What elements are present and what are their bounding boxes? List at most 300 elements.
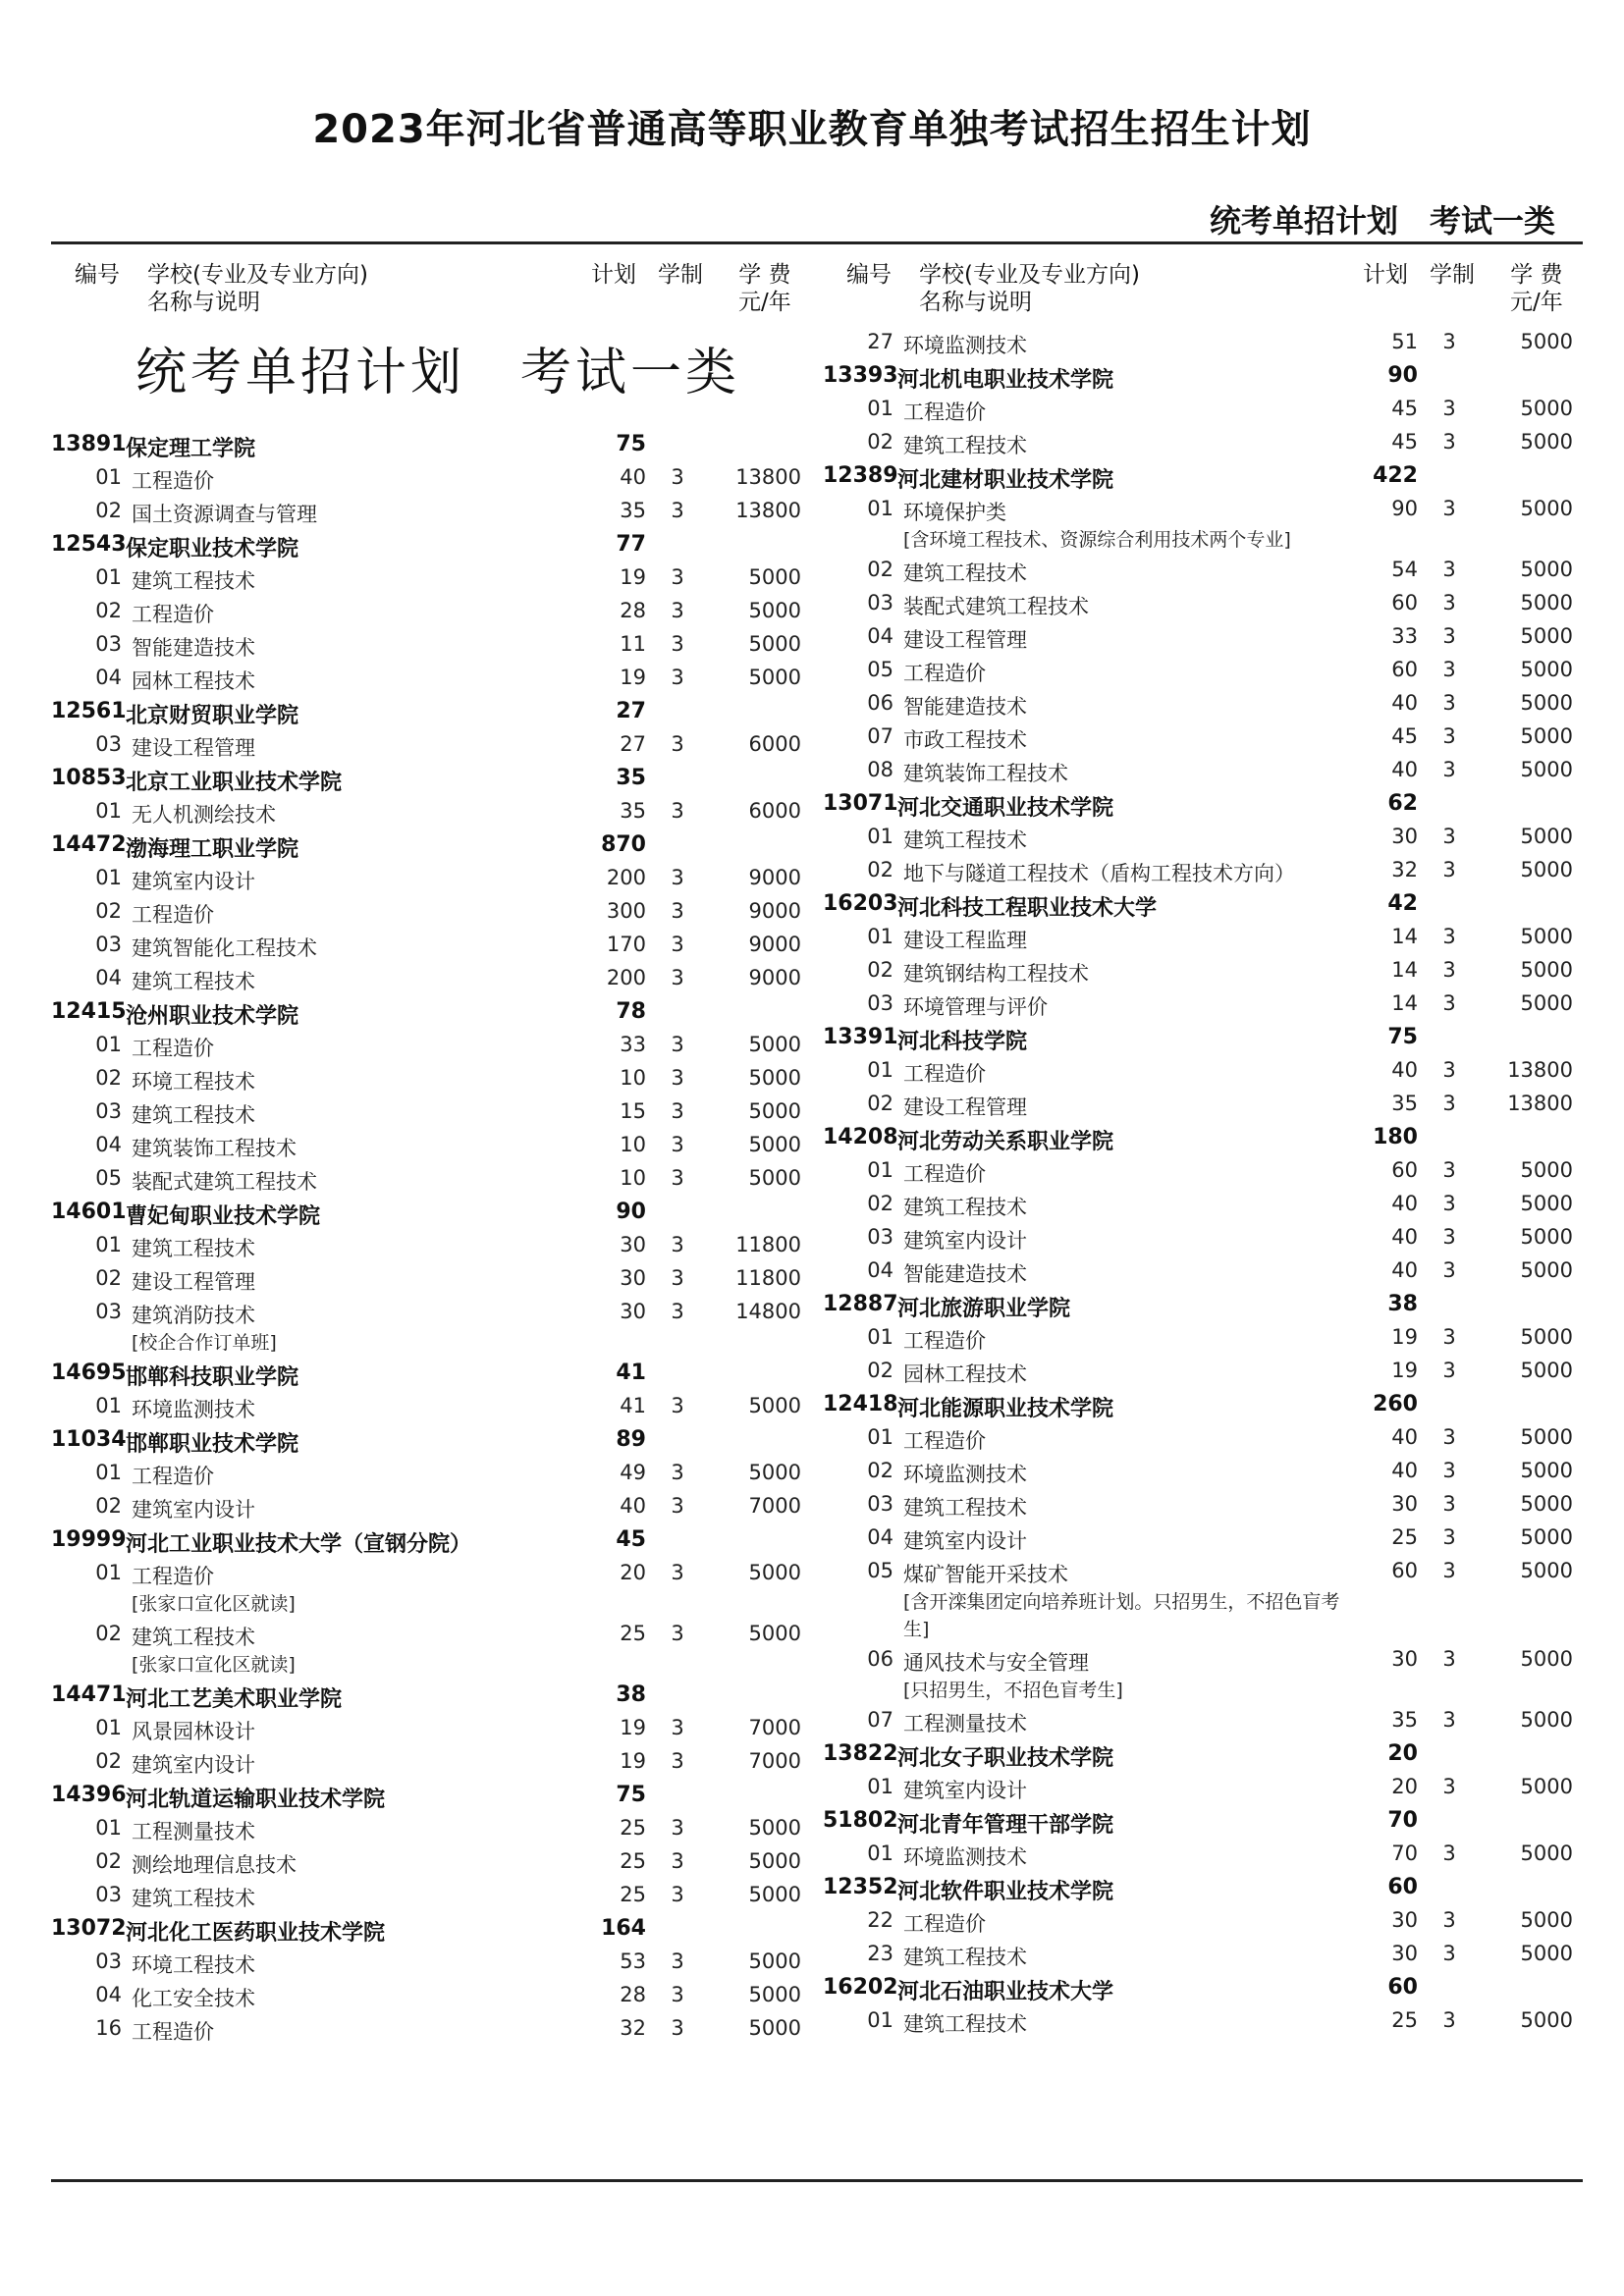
major-plan: 19 [1391, 1325, 1418, 1349]
major-row [823, 654, 1579, 687]
major-row [823, 587, 1579, 620]
major-plan: 45 [1391, 430, 1418, 454]
major-plan: 30 [620, 1300, 646, 1323]
major-row [823, 1555, 1579, 1588]
major-code: 27 [867, 330, 893, 353]
major-plan: 30 [1391, 825, 1418, 848]
major-row [51, 728, 807, 762]
school-total: 89 [616, 1427, 646, 1452]
major-row [51, 795, 807, 828]
major-plan: 90 [1391, 497, 1418, 520]
major-code: 01 [95, 866, 122, 889]
school-row [823, 787, 1579, 821]
major-fee: 6000 [748, 799, 801, 823]
school-code: 13071 [823, 791, 898, 816]
header-name [147, 261, 368, 316]
major-fee: 5000 [1520, 2008, 1573, 2032]
major-plan: 60 [1391, 591, 1418, 614]
major-row [823, 854, 1579, 887]
major-code: 01 [95, 1816, 122, 1840]
major-note: [校企合作订单班] [132, 1332, 277, 1354]
major-xuezhi: 3 [1442, 1058, 1456, 1082]
major-fee: 5000 [1520, 1459, 1573, 1482]
major-fee: 5000 [1520, 397, 1573, 420]
school-total: 60 [1387, 1875, 1418, 1899]
major-plan: 40 [1391, 758, 1418, 781]
major-xuezhi: 3 [1442, 2008, 1456, 2032]
major-xuezhi: 3 [1442, 925, 1456, 948]
school-name: 河北青年管理干部学院 [897, 1813, 1114, 1838]
major-plan: 25 [1391, 2008, 1418, 2032]
major-row [823, 1321, 1579, 1355]
school-total: 45 [616, 1527, 646, 1552]
major-code: 02 [95, 1494, 122, 1518]
major-row [51, 929, 807, 962]
major-xuezhi: 3 [671, 499, 684, 522]
major-code: 01 [867, 1842, 893, 1865]
major-xuezhi: 3 [671, 1461, 684, 1484]
major-name: 工程造价 [132, 1565, 214, 1588]
major-fee: 5000 [748, 1066, 801, 1090]
major-code: 04 [95, 666, 122, 689]
school-code: 12415 [51, 999, 127, 1024]
major-plan: 35 [620, 499, 646, 522]
major-xuezhi: 3 [1442, 1559, 1456, 1582]
major-xuezhi: 3 [671, 1266, 684, 1290]
major-plan: 40 [620, 465, 646, 489]
header-fee-line1: 学 费 [738, 262, 791, 288]
major-code: 02 [867, 1192, 893, 1215]
school-row [51, 1357, 807, 1390]
major-name: 建筑室内设计 [903, 1529, 1027, 1553]
major-code: 02 [867, 958, 893, 982]
school-code: 16203 [823, 891, 898, 916]
major-plan: 25 [620, 1883, 646, 1906]
major-row [51, 895, 807, 929]
header-xuezhi: 学制 [1430, 262, 1475, 288]
major-fee: 5000 [748, 1033, 801, 1056]
major-fee: 5000 [1520, 591, 1573, 614]
major-name: 环境工程技术 [132, 1953, 255, 1977]
school-code: 14695 [51, 1361, 127, 1385]
major-plan: 200 [606, 866, 646, 889]
major-plan: 60 [1391, 1559, 1418, 1582]
school-total: 35 [616, 766, 646, 790]
school-total: 870 [601, 832, 646, 857]
school-name: 北京财贸职业学院 [126, 704, 299, 728]
major-plan: 51 [1391, 330, 1418, 353]
section-header: 统考单招计划 考试一类 [1209, 202, 1555, 240]
major-fee: 5000 [748, 1166, 801, 1190]
major-xuezhi: 3 [1442, 624, 1456, 648]
major-xuezhi: 3 [1442, 958, 1456, 982]
major-xuezhi: 3 [1442, 1942, 1456, 1965]
major-plan: 14 [1391, 991, 1418, 1015]
school-name: 沧州职业技术学院 [126, 1004, 299, 1029]
major-name: 建筑智能化工程技术 [132, 936, 317, 960]
major-name: 建筑工程技术 [903, 1196, 1027, 1219]
major-xuezhi: 3 [1442, 430, 1456, 454]
major-code: 03 [95, 732, 122, 756]
major-code: 03 [867, 991, 893, 1015]
school-name: 保定理工学院 [126, 437, 256, 461]
school-row [823, 1871, 1579, 1904]
major-xuezhi: 3 [1442, 1092, 1456, 1115]
major-code: 05 [95, 1166, 122, 1190]
school-row [51, 428, 807, 461]
major-fee: 5000 [1520, 1359, 1573, 1382]
major-fee: 5000 [1520, 758, 1573, 781]
major-fee: 5000 [748, 1461, 801, 1484]
major-fee: 11800 [735, 1233, 801, 1256]
major-fee: 5000 [1520, 330, 1573, 353]
major-fee: 13800 [1507, 1092, 1573, 1115]
major-row [823, 1054, 1579, 1088]
major-plan: 60 [1391, 1158, 1418, 1182]
major-xuezhi: 3 [671, 2016, 684, 2040]
school-total: 60 [1387, 1975, 1418, 2000]
school-name: 邯郸职业技术学院 [126, 1432, 299, 1457]
major-xuezhi: 3 [671, 1494, 684, 1518]
major-code: 01 [867, 397, 893, 420]
major-row [823, 721, 1579, 754]
major-name: 煤矿智能开采技术 [903, 1563, 1068, 1586]
major-name: 工程测量技术 [903, 1712, 1027, 1735]
major-code: 02 [95, 1066, 122, 1090]
major-plan: 25 [620, 1816, 646, 1840]
school-total: 70 [1387, 1808, 1418, 1833]
major-xuezhi: 3 [671, 732, 684, 756]
major-xuezhi: 3 [671, 1066, 684, 1090]
major-row [51, 1062, 807, 1095]
major-plan: 70 [1391, 1842, 1418, 1865]
school-row [823, 459, 1579, 493]
major-fee: 5000 [748, 1561, 801, 1584]
major-row [823, 1455, 1579, 1488]
major-code: 03 [95, 1949, 122, 1973]
major-code: 02 [867, 430, 893, 454]
major-fee: 5000 [748, 1394, 801, 1417]
major-plan: 170 [606, 933, 646, 956]
school-total: 422 [1373, 463, 1418, 488]
major-row [823, 426, 1579, 459]
major-fee: 5000 [1520, 1908, 1573, 1932]
major-fee: 5000 [1520, 958, 1573, 982]
major-plan: 40 [1391, 1192, 1418, 1215]
major-xuezhi: 3 [1442, 1775, 1456, 1798]
major-name: 建筑室内设计 [903, 1229, 1027, 1253]
major-xuezhi: 3 [671, 866, 684, 889]
major-code: 02 [867, 858, 893, 881]
major-name: 建设工程管理 [903, 628, 1027, 652]
major-row [823, 393, 1579, 426]
bottom-rule [51, 2179, 1583, 2182]
major-plan: 40 [1391, 1225, 1418, 1249]
major-plan: 45 [1391, 397, 1418, 420]
major-name: 建设工程监理 [903, 929, 1027, 952]
header-plan: 计划 [591, 262, 636, 288]
school-row [51, 1523, 807, 1557]
major-row [823, 1522, 1579, 1555]
major-plan: 20 [1391, 1775, 1418, 1798]
major-name: 园林工程技术 [132, 669, 255, 693]
major-plan: 19 [1391, 1359, 1418, 1382]
major-row [823, 326, 1579, 359]
major-code: 04 [95, 966, 122, 989]
major-row [51, 1557, 807, 1590]
major-xuezhi: 3 [1442, 691, 1456, 715]
major-code: 02 [95, 499, 122, 522]
major-fee: 5000 [748, 1849, 801, 1873]
major-code: 06 [867, 1647, 893, 1671]
major-code: 01 [867, 1158, 893, 1182]
major-xuezhi: 3 [671, 799, 684, 823]
major-name: 建筑工程技术 [903, 434, 1027, 457]
major-row [51, 1129, 807, 1162]
major-row [51, 1162, 807, 1196]
major-code: 02 [95, 1849, 122, 1873]
major-name: 工程测量技术 [132, 1820, 255, 1843]
major-row [51, 1979, 807, 2012]
major-xuezhi: 3 [1442, 1525, 1456, 1549]
major-name: 工程造价 [903, 1912, 986, 1936]
school-name: 河北机电职业技术学院 [897, 368, 1114, 393]
school-code: 13393 [823, 363, 898, 388]
major-xuezhi: 3 [1442, 1842, 1456, 1865]
major-name: 装配式建筑工程技术 [903, 595, 1089, 618]
major-name: 建筑装饰工程技术 [903, 762, 1068, 785]
major-fee: 5000 [1520, 691, 1573, 715]
school-name: 河北化工医药职业技术学院 [126, 1921, 386, 1946]
major-row [51, 1229, 807, 1262]
header-name-line1: 学校(专业及专业方向) [919, 262, 1140, 288]
major-xuezhi: 3 [671, 1300, 684, 1323]
major-name: 无人机测绘技术 [132, 803, 276, 827]
major-plan: 25 [620, 1622, 646, 1645]
major-fee: 5000 [1520, 1192, 1573, 1215]
major-code: 04 [867, 1258, 893, 1282]
major-row [823, 1221, 1579, 1255]
major-code: 03 [867, 591, 893, 614]
major-name: 市政工程技术 [903, 728, 1027, 752]
major-fee: 5000 [1520, 1942, 1573, 1965]
major-fee: 11800 [735, 1266, 801, 1290]
column-header [51, 257, 807, 326]
major-xuezhi: 3 [671, 465, 684, 489]
major-code: 07 [867, 724, 893, 748]
school-code: 19999 [51, 1527, 127, 1552]
major-code: 05 [867, 658, 893, 681]
major-name: 建筑工程技术 [903, 561, 1027, 585]
school-name: 保定职业技术学院 [126, 537, 299, 561]
major-fee: 13800 [735, 499, 801, 522]
major-row [823, 554, 1579, 587]
major-row [51, 495, 807, 528]
major-name: 建设工程管理 [903, 1095, 1027, 1119]
major-plan: 30 [620, 1233, 646, 1256]
major-code: 05 [867, 1559, 893, 1582]
school-total: 90 [1387, 363, 1418, 388]
school-code: 11034 [51, 1427, 127, 1452]
school-code: 16202 [823, 1975, 898, 2000]
major-code: 01 [95, 1461, 122, 1484]
school-row [51, 528, 807, 561]
major-name: 建筑钢结构工程技术 [903, 962, 1089, 986]
header-name-line2: 名称与说明 [147, 290, 260, 315]
major-xuezhi: 3 [671, 1394, 684, 1417]
major-plan: 19 [620, 565, 646, 589]
major-row [823, 1188, 1579, 1221]
major-name: 工程造价 [903, 400, 986, 424]
major-row [823, 1938, 1579, 1971]
major-fee: 5000 [748, 2016, 801, 2040]
major-xuezhi: 3 [1442, 1192, 1456, 1215]
major-xuezhi: 3 [1442, 1425, 1456, 1449]
school-total: 38 [1387, 1292, 1418, 1316]
major-xuezhi: 3 [1442, 1359, 1456, 1382]
major-code: 01 [95, 1716, 122, 1739]
major-xuezhi: 3 [671, 1133, 684, 1156]
major-code: 03 [867, 1492, 893, 1516]
major-name: 建设工程管理 [132, 736, 255, 760]
major-xuezhi: 3 [671, 1561, 684, 1584]
major-row [823, 1771, 1579, 1804]
section-banner: 统考单招计划 考试一类 [135, 344, 741, 402]
major-row [823, 754, 1579, 787]
major-code: 02 [867, 1092, 893, 1115]
left-column [51, 257, 807, 2046]
major-plan: 40 [1391, 1425, 1418, 1449]
major-name: 工程造价 [132, 603, 214, 626]
major-row [51, 461, 807, 495]
major-plan: 54 [1391, 558, 1418, 581]
major-name: 工程造价 [903, 1162, 986, 1186]
major-fee: 5000 [748, 1883, 801, 1906]
major-xuezhi: 3 [671, 1949, 684, 1973]
major-code: 01 [867, 497, 893, 520]
school-total: 75 [616, 1783, 646, 1807]
major-code: 02 [95, 599, 122, 622]
school-total: 164 [601, 1916, 646, 1941]
major-code: 01 [95, 1033, 122, 1056]
major-plan: 53 [620, 1949, 646, 1973]
major-plan: 28 [620, 1983, 646, 2006]
major-row [823, 493, 1579, 526]
school-name: 河北建材职业技术学院 [897, 468, 1114, 493]
major-fee: 5000 [748, 565, 801, 589]
major-name: 装配式建筑工程技术 [132, 1170, 317, 1194]
major-fee: 5000 [1520, 925, 1573, 948]
major-note: [含环境工程技术、资源综合利用技术两个专业] [903, 529, 1291, 551]
major-name: 建筑工程技术 [132, 1103, 255, 1127]
major-plan: 19 [620, 666, 646, 689]
major-name: 环境监测技术 [903, 1463, 1027, 1486]
school-name: 河北工业职业技术大学（宣钢分院） [126, 1532, 472, 1557]
major-row [51, 1457, 807, 1490]
school-name: 河北交通职业技术学院 [897, 796, 1114, 821]
school-total: 41 [616, 1361, 646, 1385]
major-row [823, 988, 1579, 1021]
major-code: 01 [95, 1233, 122, 1256]
major-xuezhi: 3 [1442, 1908, 1456, 1932]
major-name: 建筑工程技术 [132, 1237, 255, 1260]
major-code: 03 [867, 1225, 893, 1249]
major-name: 化工安全技术 [132, 1987, 255, 2010]
major-xuezhi: 3 [671, 1883, 684, 1906]
school-name: 河北软件职业技术学院 [897, 1880, 1114, 1904]
major-plan: 60 [1391, 658, 1418, 681]
major-plan: 32 [620, 2016, 646, 2040]
major-name: 建筑工程技术 [132, 1887, 255, 1910]
school-name: 邯郸科技职业学院 [126, 1365, 299, 1390]
major-plan: 33 [620, 1033, 646, 1056]
major-row [51, 1490, 807, 1523]
major-fee: 7000 [748, 1494, 801, 1518]
major-row [51, 1618, 807, 1651]
major-row [823, 687, 1579, 721]
major-code: 02 [867, 558, 893, 581]
school-row [823, 359, 1579, 393]
major-plan: 30 [1391, 1942, 1418, 1965]
major-code: 01 [867, 1775, 893, 1798]
school-row [51, 695, 807, 728]
major-note: [张家口宣化区就读] [132, 1593, 296, 1615]
major-name: 建筑装饰工程技术 [132, 1137, 297, 1160]
major-plan: 35 [1391, 1092, 1418, 1115]
major-plan: 40 [1391, 691, 1418, 715]
school-row [51, 828, 807, 862]
major-name: 工程造价 [903, 662, 986, 685]
major-fee: 13800 [1507, 1058, 1573, 1082]
major-plan: 30 [1391, 1647, 1418, 1671]
major-code: 01 [95, 465, 122, 489]
major-code: 02 [867, 1459, 893, 1482]
major-code: 03 [95, 1883, 122, 1906]
major-code: 07 [867, 1708, 893, 1732]
major-name: 建筑工程技术 [132, 1626, 255, 1649]
major-fee: 5000 [1520, 658, 1573, 681]
major-row [51, 1745, 807, 1779]
major-xuezhi: 3 [671, 1622, 684, 1645]
major-fee: 5000 [1520, 1559, 1573, 1582]
major-name: 建筑消防技术 [132, 1304, 255, 1327]
major-code: 01 [95, 799, 122, 823]
major-name: 工程造价 [903, 1062, 986, 1086]
major-note: [只招男生，不招色盲考生] [903, 1680, 1123, 1701]
major-xuezhi: 3 [1442, 1325, 1456, 1349]
major-plan: 35 [620, 799, 646, 823]
school-code: 13822 [823, 1741, 898, 1766]
major-code: 01 [95, 1561, 122, 1584]
school-code: 12389 [823, 463, 898, 488]
major-plan: 27 [620, 732, 646, 756]
major-xuezhi: 3 [671, 1099, 684, 1123]
major-name: 建设工程管理 [132, 1270, 255, 1294]
major-row [823, 1255, 1579, 1288]
school-code: 12887 [823, 1292, 898, 1316]
major-fee: 5000 [748, 666, 801, 689]
major-xuezhi: 3 [1442, 1225, 1456, 1249]
major-row [823, 620, 1579, 654]
school-code: 14471 [51, 1682, 127, 1707]
header-name-line2: 名称与说明 [919, 290, 1032, 315]
major-row [823, 1088, 1579, 1121]
major-name: 环境工程技术 [132, 1070, 255, 1094]
major-name: 工程造价 [903, 1329, 986, 1353]
major-fee: 5000 [1520, 1258, 1573, 1282]
school-name: 河北劳动关系职业学院 [897, 1130, 1114, 1154]
major-code: 01 [95, 565, 122, 589]
